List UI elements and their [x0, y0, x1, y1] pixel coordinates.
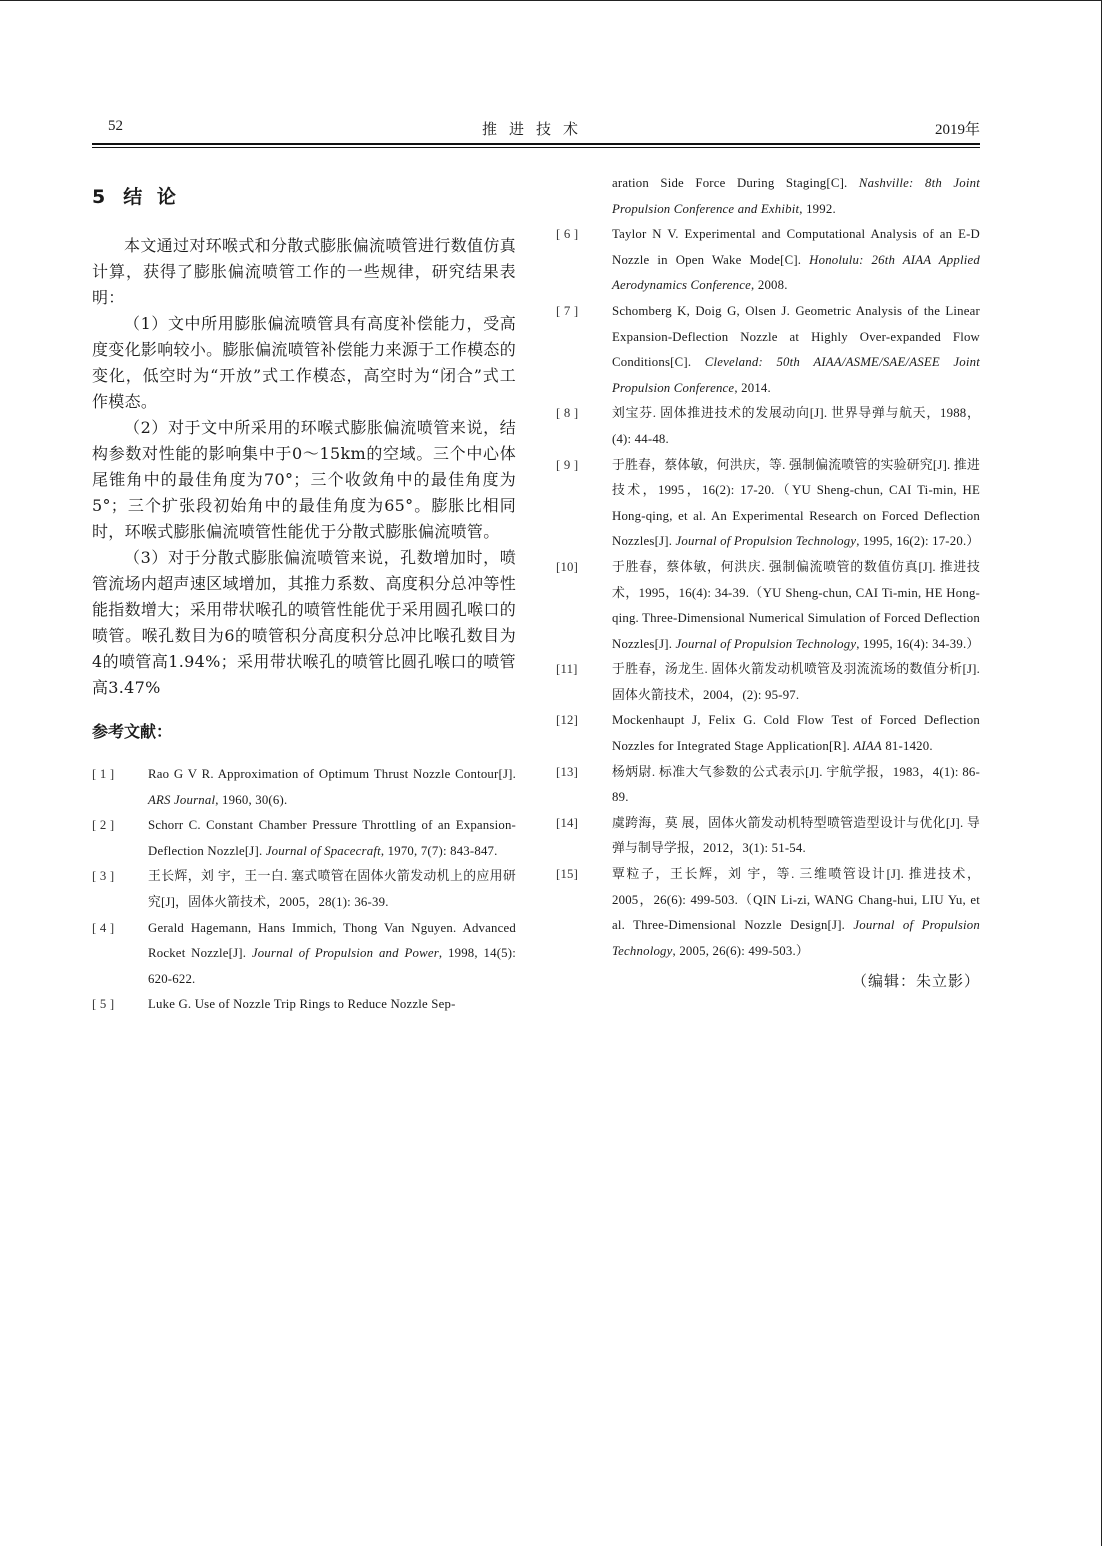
reference-item [92, 864, 516, 915]
reference-text: 于胜春，汤龙生. 固体火箭发动机喷管及羽流流场的数值分析[J]. 固体火箭技术，2004，(2): 95-97. [612, 662, 980, 702]
conclusion-paragraph: （1）文中所用膨胀偏流喷管具有高度补偿能力，受高度变化影响较小。膨胀偏流喷管补偿能力来源于工作模态的变化，低空时为“开放”式工作模态，高空时为“闭合”式工作模态。 [92, 314, 516, 411]
left-column [92, 182, 516, 1018]
reference-number: [ 7 ] [556, 303, 579, 318]
reference-number: [ 1 ] [92, 767, 115, 781]
reference-text: 杨炳尉. 标准大气参数的公式表示[J]. 宇航学报，1983，4(1): 86-89. [612, 764, 980, 805]
reference-item [556, 760, 980, 811]
reference-number: [ 6 ] [556, 227, 579, 242]
reference-item [92, 813, 516, 864]
reference-item [556, 657, 980, 708]
page-top-edge [0, 0, 1102, 1]
reference-number: [ 8 ] [556, 406, 579, 421]
reference-source: Journal of Propulsion Technology [675, 534, 857, 549]
editor-credit: （编辑：朱立影） [851, 972, 980, 991]
conclusion-paragraph: （2）对于文中所采用的环喉式膨胀偏流喷管来说，结构参数对性能的影响集中于0～15km的空域。三个中心体尾锥角中的最佳角度为70°；三个收敛角中的最佳角度为5°；三个扩张段初始角中的最佳角度为65°。膨胀比相同时，环喉式膨胀偏流喷管性能优于分散式膨胀偏流喷管。 [92, 418, 516, 541]
reference-source: Honolulu: 26th AIAA Applied Aerodynamics Conference [612, 252, 980, 293]
reference-text: Luke G. Use of Nozzle Trip Rings to Reduce Nozzle Sep- [148, 997, 456, 1012]
reference-list-right [556, 171, 980, 964]
reference-number: [10] [556, 559, 579, 574]
reference-item [556, 708, 980, 759]
reference-item [92, 992, 516, 1018]
header-rule [92, 143, 980, 148]
reference-item [92, 916, 516, 993]
reference-number: [ 4 ] [92, 920, 115, 935]
reference-text: Taylor N V. Experimental and Computational Analysis of an E-D Nozzle in Open Wake Mode[C]. [612, 227, 980, 267]
reference-text: 于胜春，蔡体敏，何洪庆. 强制偏流喷管的数值仿真[J]. 推进技术，1995，16(4): 34-39.（YU Sheng-chun, CAI Ti-min, HE Hong-qing. Three-Dimensional Numerical Simulation of Forced Deflection Nozzles[J]. [612, 559, 980, 651]
reference-details: , 1970, 7(7): 843-847. [380, 843, 498, 858]
issue-year: 2019年 [934, 122, 980, 138]
reference-number: [14] [556, 815, 579, 830]
reference-item [556, 453, 980, 555]
reference-text: 王长辉，刘 宇，王一白. 塞式喷管在固体火箭发动机上的应用研究[J]，固体火箭技术，2005，28(1): 36-39. [148, 869, 516, 909]
reference-text: Mockenhaupt J, Felix G. Cold Flow Test of Forced Deflection Nozzles for Integrated Stage Application[R]. [612, 713, 980, 754]
section-title: 结 论 [123, 186, 180, 208]
reference-source: Journal of Propulsion Technology [675, 636, 857, 651]
reference-number: [ 5 ] [92, 997, 115, 1012]
conclusion-paragraph: 本文通过对环喉式和分散式膨胀偏流喷管进行数值仿真计算，获得了膨胀偏流喷管工作的一些规律，研究结果表明： [92, 236, 516, 307]
reference-details: , 1992. [799, 201, 836, 216]
reference-details: , 1998, 14(5): 620-622. [148, 946, 516, 986]
reference-item [556, 811, 980, 862]
journal-name: 推进技术 [481, 120, 590, 138]
reference-number: [12] [556, 713, 579, 728]
reference-source: Nashville: 8th Joint Propulsion Conference and Exhibit [612, 176, 980, 216]
reference-number: [13] [556, 764, 579, 779]
reference-details: , 2005, 26(6): 499-503.） [672, 943, 809, 958]
reference-item [556, 299, 980, 401]
reference-details: , 2014. [734, 380, 771, 395]
reference-source: Journal of Spacecraft [265, 843, 381, 858]
reference-number: [15] [556, 867, 579, 882]
reference-number: [11] [556, 662, 578, 677]
page-number: 52 [108, 118, 123, 134]
section-heading [92, 182, 516, 209]
reference-source: AIAA [853, 739, 882, 754]
right-column [556, 171, 980, 991]
reference-text: Rao G V R. Approximation of Optimum Thrust Nozzle Contour[J]. [148, 767, 516, 781]
reference-text: aration Side Force During Staging[C]. [612, 176, 859, 190]
reference-text: 刘宝芬. 固体推进技术的发展动向[J]. 世界导弹与航天，1988，(4): 44-48. [612, 406, 980, 446]
reference-list-left [92, 762, 516, 1018]
reference-text: Schomberg K, Doig G, Olsen J. Geometric Analysis of the Linear Expansion-Deflection Nozzle at Highly Over-expanded Flow Conditions[C]. [612, 303, 980, 370]
reference-item [556, 862, 980, 964]
reference-item [556, 222, 980, 299]
reference-text: 覃粒子，王长辉，刘 宇，等. 三维喷管设计[J]. 推进技术，2005，26(6): 499-503.（QIN Li-zi, WANG Chang-hui, LIU Yu, et al. Three-Dimensional Nozzle Design[J]. [612, 867, 980, 933]
reference-text: 于胜春，蔡体敏，何洪庆，等. 强制偏流喷管的实验研究[J]. 推进技术，1995，16(2): 17-20.（YU Sheng-chun, CAI Ti-min, HE Hong-qing, et al. An Experimental Research on Forced Deflection Nozzles[J]. [612, 457, 980, 549]
section-number: 5 [92, 186, 110, 208]
reference-item [556, 171, 980, 222]
reference-text: Schorr C. Constant Chamber Pressure Throttling of an Expansion-Deflection Nozzle[J]. [148, 818, 516, 858]
reference-number: [ 2 ] [92, 818, 115, 833]
reference-details: , 1960, 30(6). [215, 792, 288, 807]
reference-item [92, 762, 516, 813]
reference-item [556, 555, 980, 657]
conclusion-paragraph: （3）对于分散式膨胀偏流喷管来说，孔数增加时，喷管流场内超声速区域增加，其推力系数、高度积分总冲等性能指数增大；采用带状喉孔的喷管性能优于采用圆孔喉口的喷管。喉孔数目为6的喷管积分高度积分总冲比喉孔数目为4的喷管高1.94%；采用带状喉孔的喷管比圆孔喉口的喷管高3.47% [92, 548, 516, 697]
reference-source: Cleveland: 50th AIAA/ASME/SAE/ASEE Joint Propulsion Conference [612, 355, 980, 395]
reference-details: , 1995, 16(2): 17-20.） [856, 534, 980, 549]
reference-item [556, 401, 980, 452]
reference-details: 81-1420. [881, 739, 933, 754]
reference-number: [ 3 ] [92, 869, 115, 884]
reference-source: Journal of Propulsion and Power [251, 946, 439, 961]
reference-source: Journal of Propulsion Technology [612, 918, 980, 958]
reference-details: , 1995, 16(4): 34-39.） [856, 636, 980, 651]
references-heading: 参考文献： [92, 722, 173, 741]
reference-text: 虞跨海，莫 展，固体火箭发动机特型喷管造型设计与优化[J]. 导弹与制导学报，2012，3(1): 51-54. [612, 815, 980, 856]
reference-text: Gerald Hagemann, Hans Immich, Thong Van Nguyen. Advanced Rocket Nozzle[J]. [148, 920, 516, 961]
reference-source: ARS Journal [148, 792, 216, 807]
running-header [92, 118, 980, 140]
reference-details: , 2008. [751, 278, 788, 293]
reference-number: [ 9 ] [556, 457, 579, 472]
